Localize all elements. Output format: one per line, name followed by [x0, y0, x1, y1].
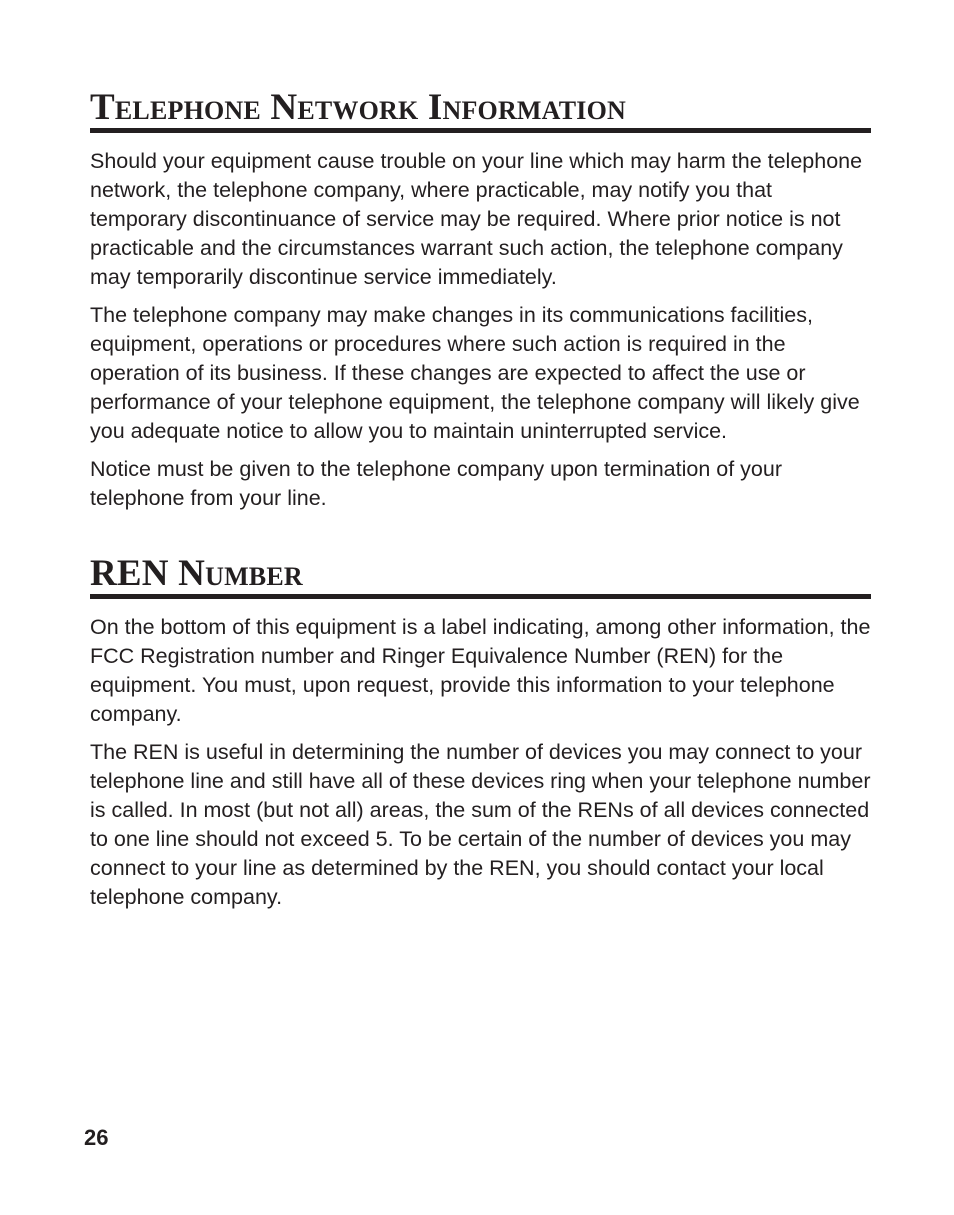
telephone-network-paragraph-1: Should your equipment cause trouble on your line which may harm the telephone network, the telephone company, where practicable, may notify you that temporary discontinuance of service may be required. Where prior notice is not practicable and the circumstances warrant such action, the telephone company may temporarily discontinue service immediately. — [90, 149, 863, 289]
telephone-network-body — [90, 147, 871, 513]
ren-number-paragraph-1: On the bottom of this equipment is a label indicating, among other information, the FCC Registration number and Ringer Equivalence Number (REN) for the equipment. You must, upon request, provide this information to your telephone company. — [90, 615, 871, 726]
telephone-network-section — [90, 88, 871, 522]
telephone-network-paragraph-3: Notice must be given to the telephone company upon termination of your telephone from your line. — [90, 457, 782, 510]
ren-number-section — [90, 554, 871, 921]
telephone-network-heading: Telephone Network Information — [90, 88, 871, 133]
ren-number-body — [90, 613, 871, 912]
page-number: 26 — [84, 1125, 109, 1150]
ren-number-paragraph-2: The REN is useful in determining the number of devices you may connect to your telephone line and still have all of these devices ring when your telephone number is called. In most (but not all) areas, the sum of the RENs of all devices connected to one line should not exceed 5. To be certain of the number of devices you may connect to your line as determined by the REN, you should contact your local telephone company. — [90, 740, 871, 909]
telephone-network-paragraph-2: The telephone company may make changes in its communications facilities, equipment, operations or procedures where such action is required in the operation of its business. If these changes are expected to affect the use or performance of your telephone equipment, the telephone company will likely give you adequate notice to allow you to maintain uninterrupted service. — [90, 303, 860, 443]
ren-number-heading: REN Number — [90, 554, 871, 599]
